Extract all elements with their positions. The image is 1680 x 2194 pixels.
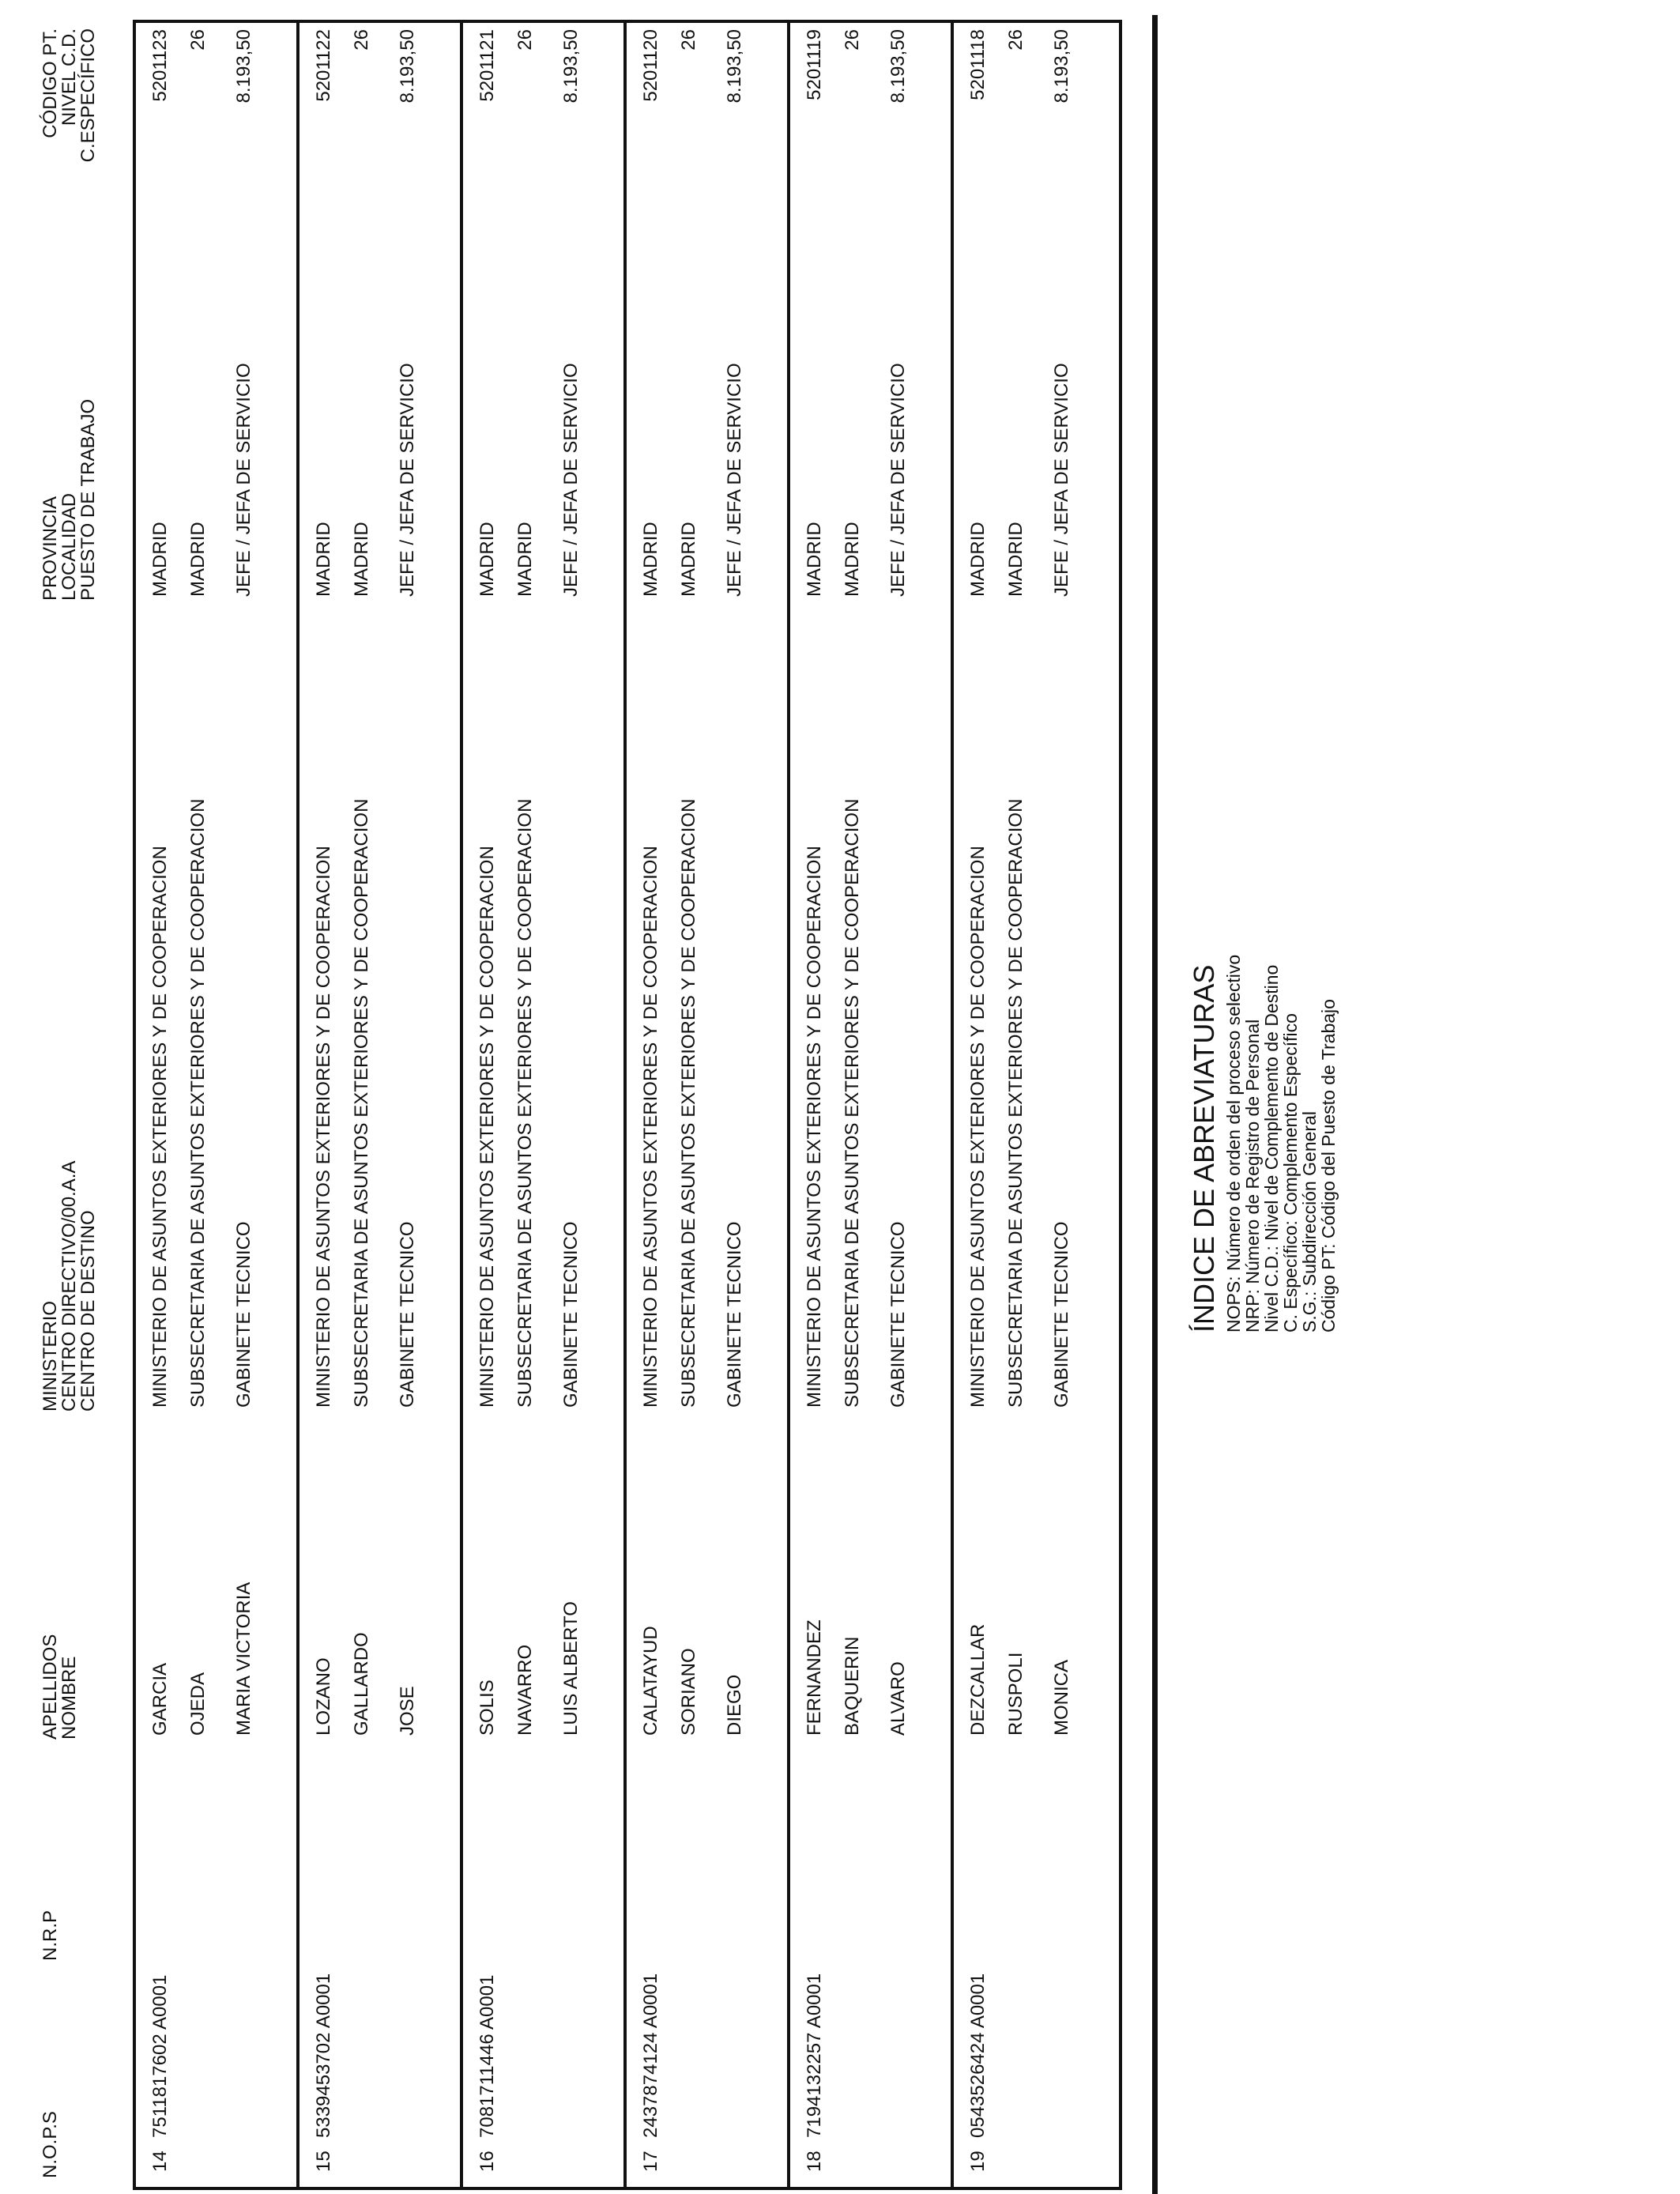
abbreviation-line: Código PT: Código del Puesto de Trabajo	[1318, 999, 1339, 1333]
cell-codigo: 5201118	[967, 29, 989, 100]
table-row	[136, 23, 299, 2187]
cell-nombre: MONICA	[1051, 1660, 1072, 1736]
header-nombre: NOMBRE	[58, 1656, 80, 1740]
cell-especifico: 8.193,50	[233, 29, 254, 104]
cell-puesto: JEFE / JEFA DE SERVICIO	[724, 363, 745, 597]
abbreviation-line: C. Específico: Complemento Específico	[1280, 1013, 1301, 1333]
cell-nombre: DIEGO	[724, 1674, 745, 1736]
cell-centro-destino: GABINETE TECNICO	[887, 1221, 909, 1408]
cell-centro-directivo: SUBSECRETARIA DE ASUNTOS EXTERIORES Y DE COOPERACION	[351, 798, 372, 1408]
table-row	[463, 23, 627, 2187]
cell-nivel: 26	[187, 29, 209, 51]
abbreviations-index	[1189, 955, 1338, 1333]
cell-centro-destino: GABINETE TECNICO	[233, 1221, 254, 1408]
cell-nops: 19	[967, 2151, 989, 2172]
cell-codigo: 5201120	[640, 29, 661, 102]
divider-line	[1152, 15, 1158, 2194]
cell-nops: 15	[313, 2151, 334, 2172]
cell-nivel: 26	[678, 29, 699, 51]
cell-especifico: 8.193,50	[724, 29, 745, 104]
cell-provincia: MADRID	[804, 522, 825, 597]
cell-localidad: MADRID	[514, 522, 536, 597]
cell-puesto: JEFE / JEFA DE SERVICIO	[560, 363, 582, 597]
cell-ministerio: MINISTERIO DE ASUNTOS EXTERIORES Y DE COOPERACION	[804, 846, 825, 1408]
cell-nrp: 5339453702 A0001	[313, 1973, 334, 2138]
cell-apellido2: NAVARRO	[514, 1644, 536, 1736]
cell-nombre: LUIS ALBERTO	[560, 1601, 582, 1736]
cell-ministerio: MINISTERIO DE ASUNTOS EXTERIORES Y DE COOPERACION	[477, 846, 498, 1408]
cell-centro-destino: GABINETE TECNICO	[397, 1221, 418, 1408]
table-row	[954, 23, 1117, 2187]
table-row	[790, 23, 954, 2187]
cell-nops: 14	[149, 2151, 171, 2172]
header-ministerio: MINISTERIO	[40, 1300, 61, 1412]
cell-provincia: MADRID	[967, 522, 989, 597]
table-row	[627, 23, 790, 2187]
header-nivel-cd: NIVEL C.D.	[58, 28, 80, 126]
cell-nops: 16	[477, 2151, 498, 2172]
abbreviations-title: ÍNDICE DE ABREVIATURAS	[1188, 964, 1220, 1333]
cell-apellido1: LOZANO	[313, 1657, 334, 1736]
cell-nombre: JOSE	[397, 1686, 418, 1736]
cell-localidad: MADRID	[351, 522, 372, 597]
cell-nrp: 7194132257 A0001	[804, 1973, 825, 2138]
cell-nrp: 7081711446 A0001	[477, 1974, 498, 2138]
cell-provincia: MADRID	[149, 522, 171, 597]
cell-puesto: JEFE / JEFA DE SERVICIO	[1051, 363, 1072, 597]
cell-apellido1: DEZCALLAR	[967, 1623, 989, 1736]
header-localidad: LOCALIDAD	[58, 492, 80, 601]
header-centro-directivo: CENTRO DIRECTIVO/00.A.A	[58, 1160, 80, 1412]
cell-especifico: 8.193,50	[560, 29, 582, 104]
cell-nops: 18	[804, 2151, 825, 2172]
cell-codigo: 5201123	[149, 29, 171, 102]
header-centro-destino: CENTRO DE DESTINO	[77, 1210, 99, 1412]
cell-especifico: 8.193,50	[1051, 29, 1072, 104]
cell-nombre: MARIA VICTORIA	[233, 1581, 254, 1736]
header-nrp	[41, 1910, 60, 1961]
cell-apellido2: OJEDA	[187, 1672, 209, 1736]
cell-codigo: 5201121	[477, 29, 498, 102]
cell-ministerio: MINISTERIO DE ASUNTOS EXTERIORES Y DE COOPERACION	[640, 846, 661, 1408]
cell-nivel: 26	[514, 29, 536, 51]
cell-puesto: JEFE / JEFA DE SERVICIO	[397, 363, 418, 597]
cell-centro-directivo: SUBSECRETARIA DE ASUNTOS EXTERIORES Y DE COOPERACION	[678, 798, 699, 1408]
header-puesto: PUESTO DE TRABAJO	[77, 398, 99, 601]
cell-nrp: 0543526424 A0001	[967, 1973, 989, 2138]
table-row	[299, 23, 463, 2187]
abbreviation-line: NRP: Número de Registro de Personal	[1242, 1019, 1263, 1333]
header-provincia: PROVINCIA	[40, 496, 61, 601]
cell-codigo: 5201119	[804, 29, 825, 100]
cell-provincia: MADRID	[313, 522, 334, 597]
header-nops	[41, 2111, 60, 2178]
cell-centro-destino: GABINETE TECNICO	[724, 1221, 745, 1408]
cell-centro-directivo: SUBSECRETARIA DE ASUNTOS EXTERIORES Y DE COOPERACION	[842, 798, 863, 1408]
cell-ministerio: MINISTERIO DE ASUNTOS EXTERIORES Y DE COOPERACION	[967, 846, 989, 1408]
header-c-especifico: C.ESPECÍFICO	[77, 28, 99, 163]
cell-localidad: MADRID	[187, 522, 209, 597]
abbreviation-line: NOPS: Número de orden del proceso selectivo	[1223, 954, 1244, 1333]
cell-apellido2: BAQUERIN	[842, 1636, 863, 1736]
cell-apellido2: GALLARDO	[351, 1632, 372, 1736]
cell-apellido1: FERNANDEZ	[804, 1619, 825, 1736]
cell-localidad: MADRID	[678, 522, 699, 597]
header-names	[41, 1634, 79, 1740]
header-provincia-group	[41, 399, 98, 601]
header-nops-label: N.O.P.S	[40, 2111, 61, 2178]
cell-codigo: 5201122	[313, 29, 334, 102]
header-ministerio-group	[41, 1161, 98, 1412]
cell-centro-destino: GABINETE TECNICO	[1051, 1221, 1072, 1408]
cell-puesto: JEFE / JEFA DE SERVICIO	[233, 363, 254, 597]
cell-nombre: ALVARO	[887, 1661, 909, 1736]
cell-localidad: MADRID	[1005, 522, 1026, 597]
cell-puesto: JEFE / JEFA DE SERVICIO	[887, 363, 909, 597]
cell-especifico: 8.193,50	[887, 29, 909, 104]
cell-centro-directivo: SUBSECRETARIA DE ASUNTOS EXTERIORES Y DE COOPERACION	[514, 798, 536, 1408]
cell-apellido1: SOLIS	[477, 1679, 498, 1736]
cell-centro-destino: GABINETE TECNICO	[560, 1221, 582, 1408]
cell-apellido1: CALATAYUD	[640, 1626, 661, 1736]
abbreviation-line: Nivel C.D.: Nivel de Complemento de Destino	[1261, 964, 1282, 1333]
cell-especifico: 8.193,50	[397, 29, 418, 104]
cell-centro-directivo: SUBSECRETARIA DE ASUNTOS EXTERIORES Y DE COOPERACION	[187, 798, 209, 1408]
cell-centro-directivo: SUBSECRETARIA DE ASUNTOS EXTERIORES Y DE COOPERACION	[1005, 798, 1026, 1408]
cell-nivel: 26	[351, 29, 372, 51]
abbreviation-line: S.G.: Subdirección General	[1299, 1111, 1320, 1333]
cell-localidad: MADRID	[842, 522, 863, 597]
cell-ministerio: MINISTERIO DE ASUNTOS EXTERIORES Y DE COOPERACION	[149, 846, 171, 1408]
cell-ministerio: MINISTERIO DE ASUNTOS EXTERIORES Y DE COOPERACION	[313, 846, 334, 1408]
cell-nivel: 26	[842, 29, 863, 51]
cell-provincia: MADRID	[477, 522, 498, 597]
header-apellidos: APELLIDOS	[40, 1634, 61, 1740]
header-codigo-group	[41, 28, 98, 194]
cell-nivel: 26	[1005, 29, 1026, 51]
cell-apellido2: RUSPOLI	[1005, 1652, 1026, 1736]
cell-apellido2: SORIANO	[678, 1648, 699, 1736]
cell-apellido1: GARCIA	[149, 1662, 171, 1736]
cell-nrp: 7511817602 A0001	[149, 1974, 171, 2138]
header-codigo-pt: CÓDIGO PT.	[40, 28, 61, 138]
cell-provincia: MADRID	[640, 522, 661, 597]
cell-nrp: 2437874124 A0001	[640, 1973, 661, 2138]
data-table	[133, 20, 1122, 2190]
cell-nops: 17	[640, 2151, 661, 2172]
header-nrp-label: N.R.P	[40, 1909, 61, 1961]
